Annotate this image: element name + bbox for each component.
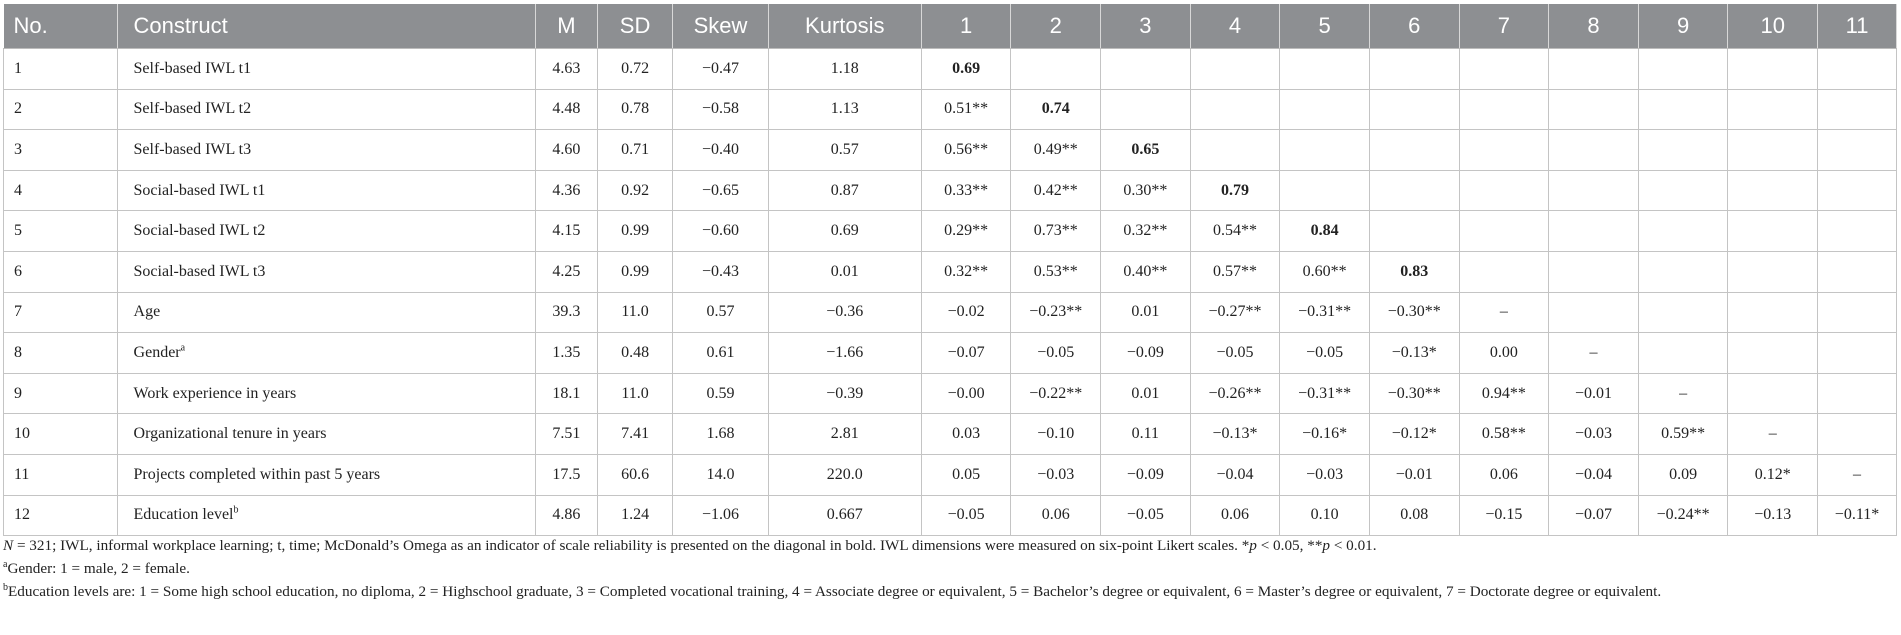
correlation-cell: 0.32** [921, 251, 1011, 292]
row-number-cell: 11 [4, 454, 118, 495]
correlation-cell: −0.03 [1011, 454, 1101, 495]
correlation-cell [1369, 49, 1459, 90]
column-header: Construct [117, 4, 535, 49]
skew-cell: 0.59 [673, 373, 769, 414]
correlation-cell: 0.40** [1101, 251, 1191, 292]
footnote-marker: b [3, 581, 8, 593]
correlation-cell: 0.73** [1011, 211, 1101, 252]
kurtosis-cell: 220.0 [768, 454, 921, 495]
correlation-cell [1818, 373, 1897, 414]
construct-name: Education level [133, 506, 234, 524]
footnote-education [3, 582, 1897, 602]
correlation-cell: −0.09 [1101, 333, 1191, 374]
sd-cell: 0.72 [597, 49, 672, 90]
correlation-cell [1280, 170, 1370, 211]
sd-cell: 0.78 [597, 89, 672, 130]
correlation-cell [1459, 251, 1549, 292]
correlation-cell [1728, 130, 1818, 171]
correlation-cell: −0.30** [1369, 373, 1459, 414]
mean-cell: 4.15 [535, 211, 597, 252]
row-number-cell: 3 [4, 130, 118, 171]
column-header: M [535, 4, 597, 49]
correlation-cell: 0.57** [1190, 251, 1280, 292]
mean-cell: 7.51 [535, 414, 597, 455]
correlation-cell: 0.06 [1190, 495, 1280, 536]
correlation-cell: 0.49** [1011, 130, 1101, 171]
correlation-cell [1011, 49, 1101, 90]
mean-cell: 17.5 [535, 454, 597, 495]
correlation-cell [1549, 251, 1639, 292]
p-label: p [1249, 537, 1257, 554]
correlation-cell: −0.13* [1369, 333, 1459, 374]
correlation-cell [1818, 333, 1897, 374]
correlation-cell: 0.32** [1101, 211, 1191, 252]
column-header: 9 [1638, 4, 1728, 49]
correlation-cell: 0.11 [1101, 414, 1191, 455]
correlation-cell: −0.03 [1549, 414, 1639, 455]
footnote-marker: a [3, 558, 8, 570]
table-row [4, 170, 1897, 211]
construct-cell [117, 414, 535, 455]
correlation-cell: −0.15 [1459, 495, 1549, 536]
correlation-cell [1728, 49, 1818, 90]
column-header: No. [4, 4, 118, 49]
correlation-cell: – [1459, 292, 1549, 333]
table-row [4, 130, 1897, 171]
correlation-cell [1728, 89, 1818, 130]
correlation-cell [1818, 251, 1897, 292]
correlation-table [3, 4, 1897, 536]
construct-name: Work experience in years [133, 384, 297, 402]
sd-cell: 0.71 [597, 130, 672, 171]
construct-cell [117, 333, 535, 374]
construct-name: Self-based IWL t1 [133, 59, 252, 77]
construct-name: Social-based IWL t1 [133, 181, 266, 199]
correlation-cell [1459, 130, 1549, 171]
general-note [3, 536, 1897, 556]
correlation-cell [1638, 130, 1728, 171]
kurtosis-cell: 0.667 [768, 495, 921, 536]
table-row [4, 49, 1897, 90]
sd-cell: 60.6 [597, 454, 672, 495]
correlation-cell: 0.94** [1459, 373, 1549, 414]
header-row [4, 4, 1897, 49]
table-row [4, 414, 1897, 455]
correlation-cell [1549, 89, 1639, 130]
correlation-cell [1638, 211, 1728, 252]
correlation-cell: – [1549, 333, 1639, 374]
correlation-cell [1728, 251, 1818, 292]
correlation-cell: 0.60** [1280, 251, 1370, 292]
correlation-cell: −0.13 [1728, 495, 1818, 536]
correlation-cell [1638, 333, 1728, 374]
construct-name: Self-based IWL t3 [133, 140, 252, 158]
correlation-cell: −0.31** [1280, 373, 1370, 414]
mean-cell: 18.1 [535, 373, 597, 414]
row-number-cell: 1 [4, 49, 118, 90]
correlation-cell [1369, 130, 1459, 171]
construct-cell [117, 251, 535, 292]
omega-cell: 0.83 [1369, 251, 1459, 292]
kurtosis-cell: 0.87 [768, 170, 921, 211]
mean-cell: 1.35 [535, 333, 597, 374]
note-text-mid: < 0.05, ** [1256, 537, 1323, 554]
correlation-cell: −0.27** [1190, 292, 1280, 333]
correlation-cell [1369, 89, 1459, 130]
table-body [4, 49, 1897, 536]
correlation-cell: 0.03 [921, 414, 1011, 455]
row-number-cell: 7 [4, 292, 118, 333]
kurtosis-cell: 2.81 [768, 414, 921, 455]
sd-cell: 0.92 [597, 170, 672, 211]
row-number-cell: 2 [4, 89, 118, 130]
column-header: Kurtosis [768, 4, 921, 49]
note-text-end: < 0.01. [1330, 537, 1377, 554]
correlation-cell [1459, 89, 1549, 130]
correlation-cell [1638, 292, 1728, 333]
mean-cell: 4.60 [535, 130, 597, 171]
correlation-cell [1818, 49, 1897, 90]
correlation-cell: −0.31** [1280, 292, 1370, 333]
correlation-cell: −0.07 [921, 333, 1011, 374]
skew-cell: −0.60 [673, 211, 769, 252]
correlation-cell [1818, 130, 1897, 171]
table-row [4, 292, 1897, 333]
skew-cell: −0.65 [673, 170, 769, 211]
correlation-cell: 0.56** [921, 130, 1011, 171]
mean-cell: 4.63 [535, 49, 597, 90]
correlation-cell [1728, 211, 1818, 252]
column-header: 7 [1459, 4, 1549, 49]
correlation-cell: 0.06 [1459, 454, 1549, 495]
correlation-cell [1101, 89, 1191, 130]
correlation-cell [1818, 211, 1897, 252]
table-row [4, 495, 1897, 536]
correlation-cell [1549, 292, 1639, 333]
kurtosis-cell: 0.01 [768, 251, 921, 292]
skew-cell: 0.57 [673, 292, 769, 333]
correlation-cell: 0.58** [1459, 414, 1549, 455]
row-number-cell: 5 [4, 211, 118, 252]
correlation-cell [1818, 414, 1897, 455]
correlation-cell: −0.26** [1190, 373, 1280, 414]
correlation-cell: – [1728, 414, 1818, 455]
correlation-cell: – [1818, 454, 1897, 495]
sd-cell: 7.41 [597, 414, 672, 455]
construct-cell [117, 89, 535, 130]
omega-cell: 0.74 [1011, 89, 1101, 130]
correlation-cell [1280, 89, 1370, 130]
column-header: 11 [1818, 4, 1897, 49]
construct-cell [117, 292, 535, 333]
skew-cell: −0.43 [673, 251, 769, 292]
construct-cell [117, 130, 535, 171]
correlation-cell [1818, 170, 1897, 211]
column-header: 10 [1728, 4, 1818, 49]
correlation-cell: −0.01 [1549, 373, 1639, 414]
construct-name: Age [133, 303, 161, 321]
correlation-cell: −0.04 [1549, 454, 1639, 495]
column-header: Skew [673, 4, 769, 49]
row-number-cell: 12 [4, 495, 118, 536]
correlation-cell [1638, 89, 1728, 130]
correlation-cell [1549, 130, 1639, 171]
skew-cell: 0.61 [673, 333, 769, 374]
correlation-cell: 0.30** [1101, 170, 1191, 211]
row-number-cell: 8 [4, 333, 118, 374]
table-row [4, 211, 1897, 252]
correlation-cell: 0.54** [1190, 211, 1280, 252]
correlation-cell: 0.01 [1101, 292, 1191, 333]
construct-cell [117, 170, 535, 211]
skew-cell: −0.58 [673, 89, 769, 130]
correlation-cell: 0.53** [1011, 251, 1101, 292]
footnote-gender [3, 559, 1897, 579]
correlation-cell: −0.11* [1818, 495, 1897, 536]
construct-cell [117, 211, 535, 252]
correlation-cell: 0.08 [1369, 495, 1459, 536]
correlation-cell: 0.42** [1011, 170, 1101, 211]
correlation-cell [1549, 49, 1639, 90]
correlation-cell: −0.05 [1280, 333, 1370, 374]
sd-cell: 0.99 [597, 211, 672, 252]
construct-name: Organizational tenure in years [133, 425, 327, 443]
correlation-cell: −0.05 [1011, 333, 1101, 374]
construct-name: Self-based IWL t2 [133, 100, 252, 118]
correlation-cell [1549, 170, 1639, 211]
sd-cell: 11.0 [597, 373, 672, 414]
correlation-cell: −0.09 [1101, 454, 1191, 495]
correlation-cell: −0.05 [921, 495, 1011, 536]
omega-cell: 0.79 [1190, 170, 1280, 211]
correlation-cell [1818, 89, 1897, 130]
column-header: 6 [1369, 4, 1459, 49]
correlation-cell [1638, 251, 1728, 292]
correlation-cell: −0.01 [1369, 454, 1459, 495]
table-row [4, 373, 1897, 414]
kurtosis-cell: −1.66 [768, 333, 921, 374]
correlation-cell [1190, 89, 1280, 130]
correlation-cell: −0.24** [1638, 495, 1728, 536]
kurtosis-cell: 0.69 [768, 211, 921, 252]
row-number-cell: 4 [4, 170, 118, 211]
correlation-cell [1190, 130, 1280, 171]
skew-cell: 14.0 [673, 454, 769, 495]
mean-cell: 4.36 [535, 170, 597, 211]
correlation-cell: −0.12* [1369, 414, 1459, 455]
correlation-cell: −0.22** [1011, 373, 1101, 414]
correlation-cell: 0.05 [921, 454, 1011, 495]
correlation-cell: −0.07 [1549, 495, 1639, 536]
correlation-cell: −0.00 [921, 373, 1011, 414]
correlation-cell [1459, 49, 1549, 90]
correlation-cell [1818, 292, 1897, 333]
construct-name: Gender [133, 343, 181, 361]
mean-cell: 39.3 [535, 292, 597, 333]
kurtosis-cell: 1.13 [768, 89, 921, 130]
kurtosis-cell: 1.18 [768, 49, 921, 90]
sd-cell: 1.24 [597, 495, 672, 536]
construct-name: Social-based IWL t3 [133, 262, 266, 280]
omega-cell: 0.65 [1101, 130, 1191, 171]
skew-cell: −0.40 [673, 130, 769, 171]
column-header: 2 [1011, 4, 1101, 49]
sd-cell: 11.0 [597, 292, 672, 333]
construct-name: Projects completed within past 5 years [133, 465, 381, 483]
footnote-text: Gender: 1 = male, 2 = female. [7, 560, 190, 577]
correlation-cell [1459, 211, 1549, 252]
column-header: 4 [1190, 4, 1280, 49]
table-row [4, 333, 1897, 374]
correlation-cell: 0.59** [1638, 414, 1728, 455]
sd-cell: 0.48 [597, 333, 672, 374]
p-label: p [1322, 537, 1331, 554]
mean-cell: 4.25 [535, 251, 597, 292]
correlation-cell: −0.13* [1190, 414, 1280, 455]
table-header [4, 4, 1897, 49]
kurtosis-cell: −0.39 [768, 373, 921, 414]
row-number-cell: 9 [4, 373, 118, 414]
correlation-cell: 0.12* [1728, 454, 1818, 495]
table-row [4, 89, 1897, 130]
omega-cell: 0.69 [921, 49, 1011, 90]
sd-cell: 0.99 [597, 251, 672, 292]
construct-cell [117, 495, 535, 536]
column-header: 1 [921, 4, 1011, 49]
construct-cell [117, 454, 535, 495]
correlation-cell: −0.23** [1011, 292, 1101, 333]
column-header: 8 [1549, 4, 1639, 49]
correlation-cell [1369, 211, 1459, 252]
correlation-cell: 0.33** [921, 170, 1011, 211]
correlation-cell: 0.01 [1101, 373, 1191, 414]
construct-cell [117, 373, 535, 414]
correlation-cell: −0.03 [1280, 454, 1370, 495]
skew-cell: −1.06 [673, 495, 769, 536]
correlation-cell: −0.16* [1280, 414, 1370, 455]
correlation-cell: 0.06 [1011, 495, 1101, 536]
correlation-cell [1638, 49, 1728, 90]
correlation-cell [1369, 170, 1459, 211]
correlation-cell [1728, 333, 1818, 374]
correlation-cell: 0.29** [921, 211, 1011, 252]
construct-cell [117, 49, 535, 90]
correlation-cell [1101, 49, 1191, 90]
row-number-cell: 6 [4, 251, 118, 292]
correlation-cell: – [1638, 373, 1728, 414]
correlation-cell [1459, 170, 1549, 211]
note-text: = 321; IWL, informal workplace learning; t, time; McDonald’s Omega as an indicator of scale reliability is presented on the diagonal in bold. IWL dimensions were measured on six-point Likert scales. * [13, 537, 1250, 554]
correlation-cell [1638, 170, 1728, 211]
correlation-cell: 0.10 [1280, 495, 1370, 536]
table-row [4, 251, 1897, 292]
omega-cell: 0.84 [1280, 211, 1370, 252]
correlation-cell [1549, 211, 1639, 252]
correlation-cell: −0.10 [1011, 414, 1101, 455]
table-row [4, 454, 1897, 495]
correlation-cell: −0.05 [1190, 333, 1280, 374]
kurtosis-cell: 0.57 [768, 130, 921, 171]
skew-cell: −0.47 [673, 49, 769, 90]
table-notes [3, 536, 1897, 602]
correlation-cell [1190, 49, 1280, 90]
correlation-cell: 0.51** [921, 89, 1011, 130]
n-label: N [3, 537, 14, 554]
correlation-cell: −0.30** [1369, 292, 1459, 333]
correlation-cell: −0.05 [1101, 495, 1191, 536]
correlation-cell [1280, 49, 1370, 90]
correlation-cell [1728, 292, 1818, 333]
column-header: SD [597, 4, 672, 49]
footnote-marker: a [180, 342, 186, 354]
correlation-cell: 0.09 [1638, 454, 1728, 495]
footnote-text: Education levels are: 1 = Some high school education, no diploma, 2 = Highschool graduate, 3 = Completed vocational training, 4 = Associate degree or equivalent, 5 = Bachelor’s degree or equivalent, 6 = Master’s degree or equivalent, 7 = Doctorate degree or equivalent. [8, 583, 1662, 600]
column-header: 5 [1280, 4, 1370, 49]
correlation-cell: 0.00 [1459, 333, 1549, 374]
correlation-cell [1728, 373, 1818, 414]
construct-name: Social-based IWL t2 [133, 222, 266, 240]
column-header: 3 [1101, 4, 1191, 49]
correlation-cell: −0.02 [921, 292, 1011, 333]
mean-cell: 4.86 [535, 495, 597, 536]
mean-cell: 4.48 [535, 89, 597, 130]
row-number-cell: 10 [4, 414, 118, 455]
footnote-marker: b [233, 505, 239, 516]
correlation-cell: −0.04 [1190, 454, 1280, 495]
correlation-cell [1728, 170, 1818, 211]
kurtosis-cell: −0.36 [768, 292, 921, 333]
skew-cell: 1.68 [673, 414, 769, 455]
correlation-cell [1280, 130, 1370, 171]
